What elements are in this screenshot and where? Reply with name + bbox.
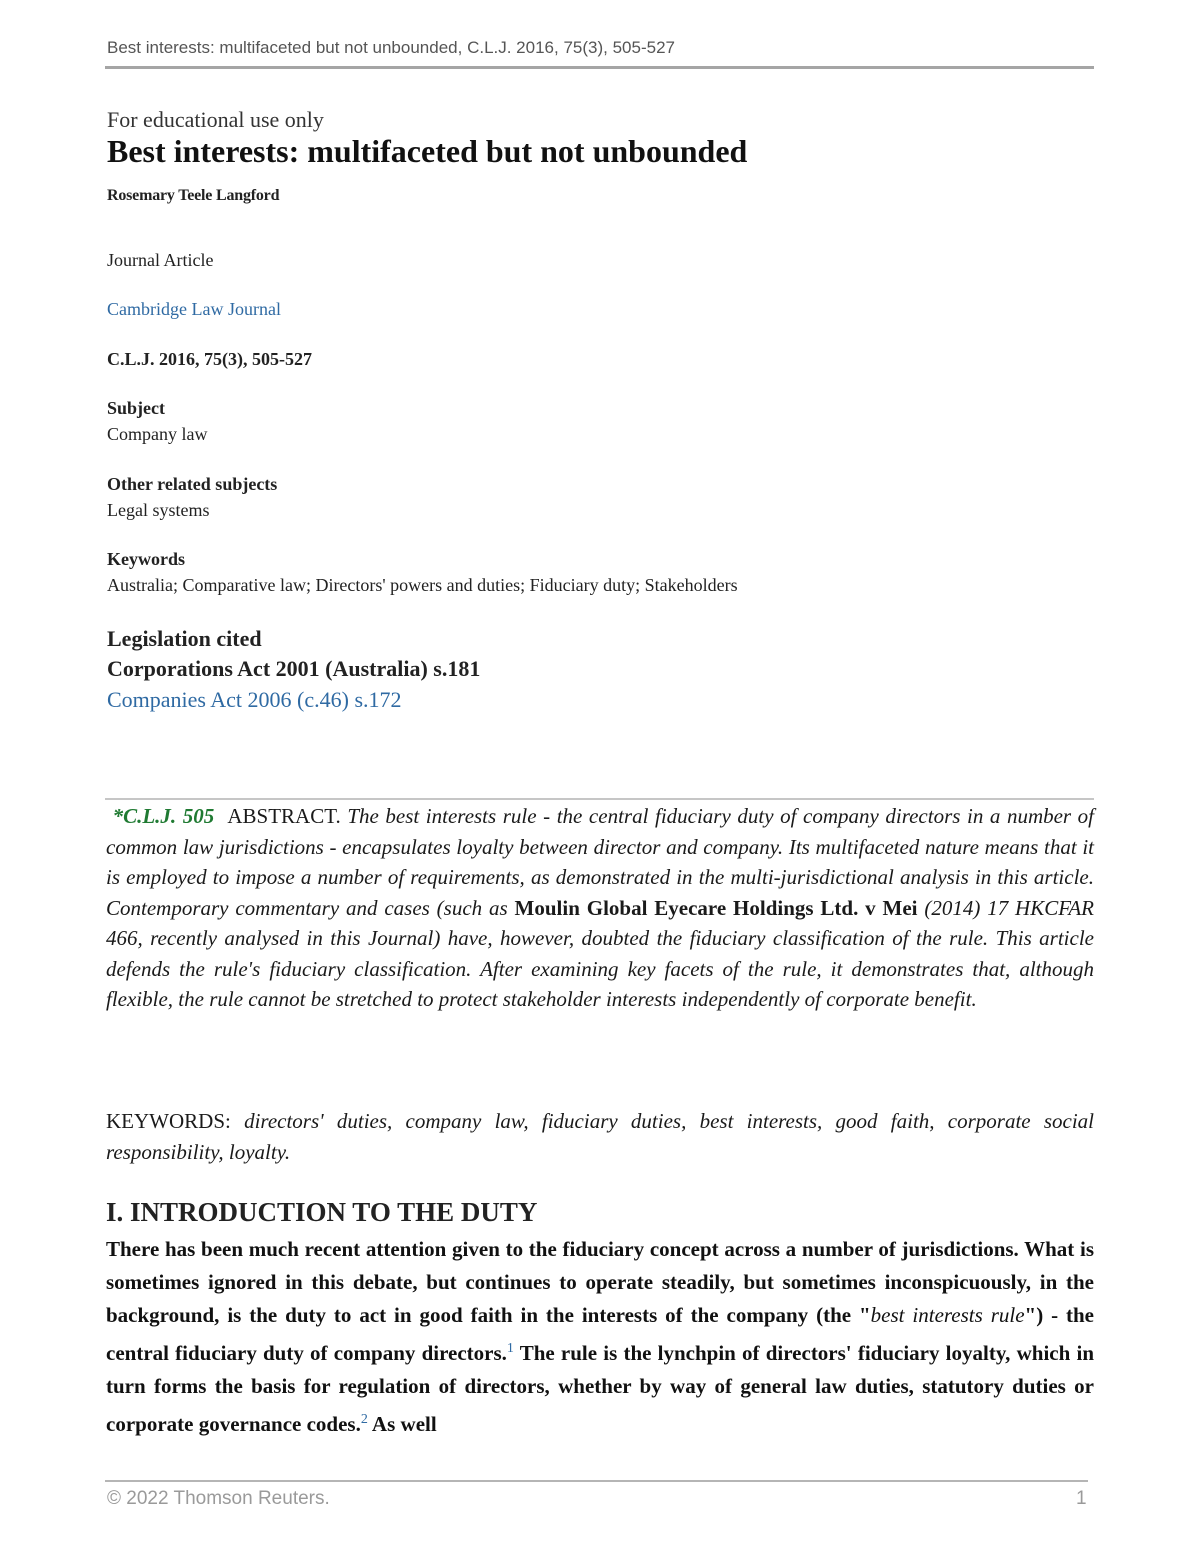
legislation-item: Corporations Act 2001 (Australia) s.181 [107,656,481,681]
keywords-label: Keywords [107,549,185,569]
document-type: Journal Article [107,250,214,270]
keywords-value: Australia; Comparative law; Directors' powers and duties; Fiduciary duty; Stakeholders [107,575,738,595]
legislation-label: Legislation cited [107,626,262,651]
other-subjects-value: Legal systems [107,500,210,520]
running-header: Best interests: multifaceted but not unbounded, C.L.J. 2016, 75(3), 505-527 [107,38,675,57]
citation: C.L.J. 2016, 75(3), 505-527 [107,349,312,369]
legislation-item-link[interactable]: Companies Act 2006 (c.46) s.172 [107,687,402,712]
footnote-link-2[interactable]: 2 [360,1412,368,1427]
intro-text-4: As well [367,1412,437,1436]
abstract-text: The best interests rule - the central fiduciary duty of company directors in a number of common law jurisdictions - encapsulates loyalty between director and company. Its multifaceted nature means that it is employed to impose a number of requirements, as demonstrated in the multi-jurisdictional analysis in this article. Contemporary commentary and cases (such as [106,804,1095,920]
intro-text-3: The rule is the lynchpin of directors' fiduciary loyalty, which in turn forms the basis for regulation of directors, whether by way of general law duties, statutory duties or corporate governance codes. [106,1341,1094,1436]
intro-text-2: ") - the central fiduciary duty of company directors. [106,1303,1095,1365]
other-subjects-label: Other related subjects [107,474,278,494]
header-divider [105,66,1094,69]
article-keywords-text: directors' duties, company law, fiduciary duties, best interests, good faith, corporate social responsibility, loyalty. [106,1109,1095,1164]
footnote-link-1[interactable]: 1 [506,1341,514,1356]
keywords-paragraph [106,1106,1094,1167]
author-name: Rosemary Teele Langford [107,187,280,204]
document-title: Best interests: multifaceted but not unbounded [107,133,748,169]
abstract-divider [105,798,1094,800]
journal-link[interactable]: Cambridge Law Journal [107,299,281,319]
subject-value: Company law [107,424,208,444]
subject-label: Subject [107,398,165,418]
section-heading: I. INTRODUCTION TO THE DUTY [106,1197,538,1227]
abstract-paragraph [106,801,1094,1015]
case-name: Moulin Global Eyecare Holdings Ltd. v Mei [514,895,918,920]
abstract-label: ABSTRACT. [227,804,341,828]
footer-divider [105,1480,1088,1482]
intro-paragraph [106,1233,1094,1441]
page-number: 1 [1076,1488,1087,1509]
intro-text: There has been much recent attention given to the fiduciary concept across a number of jurisdictions. What is sometimes ignored in this debate, but continues to operate steadily, but sometimes inconspicuously, in the background, is the duty to act in good faith in the interests of the company (the " [106,1237,1094,1327]
italic-term: best interests rule [870,1303,1025,1327]
star-page-marker: *C.L.J. 505 [112,804,215,828]
copyright-notice: © 2022 Thomson Reuters. [107,1488,330,1509]
educational-notice: For educational use only [107,107,324,132]
article-keywords-label: KEYWORDS: [106,1109,231,1133]
abstract-text-continued: (2014) 17 HKCFAR 466, recently analysed in this Journal) have, however, doubted the fiduciary classification of the rule. This article defends the rule's fiduciary classification. After examining key facets of the rule, it demonstrates that, although flexible, the rule cannot be stretched to protect stakeholder interests independently of corporate benefit. [106,895,1095,1011]
